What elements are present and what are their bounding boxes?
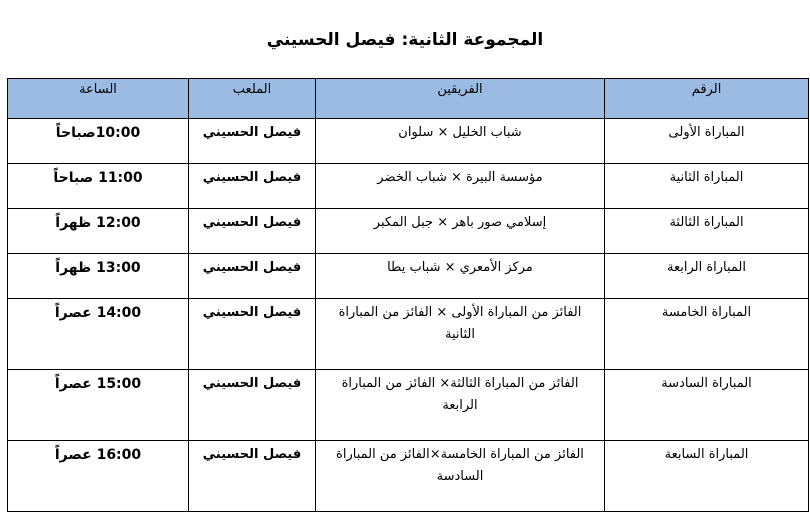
table-row bbox=[8, 441, 809, 512]
venue-cell: فيصل الحسيني bbox=[189, 254, 316, 299]
match-number-cell: المباراة الثانية bbox=[605, 164, 809, 209]
venue-cell: فيصل الحسيني bbox=[189, 164, 316, 209]
header-teams: الفريقين bbox=[316, 79, 605, 119]
time-cell: 11:00 صباحاً bbox=[8, 164, 189, 209]
time-cell: 15:00 عصراً bbox=[8, 370, 189, 441]
teams-cell: إسلامي صور باهر × جبل المكبر bbox=[316, 209, 605, 254]
match-number-cell: المباراة السادسة bbox=[605, 370, 809, 441]
match-number-cell: المباراة الرابعة bbox=[605, 254, 809, 299]
match-number-cell: المباراة السابعة bbox=[605, 441, 809, 512]
header-time: الساعة bbox=[8, 79, 189, 119]
table-row bbox=[8, 299, 809, 370]
time-cell: 12:00 ظهراً bbox=[8, 209, 189, 254]
header-number: الرقم bbox=[605, 79, 809, 119]
match-schedule-table bbox=[7, 78, 809, 512]
time-cell: 10:00صباحاً bbox=[8, 119, 189, 164]
teams-cell: الفائز من المباراة الخامسة×الفائز من المباراة السادسة bbox=[316, 441, 605, 512]
match-number-cell: المباراة الخامسة bbox=[605, 299, 809, 370]
table-row bbox=[8, 254, 809, 299]
table-row bbox=[8, 164, 809, 209]
table-row bbox=[8, 209, 809, 254]
venue-cell: فيصل الحسيني bbox=[189, 299, 316, 370]
time-cell: 14:00 عصراً bbox=[8, 299, 189, 370]
match-number-cell: المباراة الثالثة bbox=[605, 209, 809, 254]
table-header-row bbox=[8, 79, 809, 119]
table-row bbox=[8, 119, 809, 164]
time-cell: 16:00 عصراً bbox=[8, 441, 189, 512]
teams-cell: الفائز من المباراة الثالثة× الفائز من المباراة الرابعة bbox=[316, 370, 605, 441]
venue-cell: فيصل الحسيني bbox=[189, 209, 316, 254]
page-title: المجموعة الثانية: فيصل الحسيني bbox=[266, 30, 544, 50]
header-venue: الملعب bbox=[189, 79, 316, 119]
teams-cell: مركز الأمعري × شباب يطا bbox=[316, 254, 605, 299]
venue-cell: فيصل الحسيني bbox=[189, 119, 316, 164]
time-cell: 13:00 ظهراً bbox=[8, 254, 189, 299]
venue-cell: فيصل الحسيني bbox=[189, 370, 316, 441]
teams-cell: مؤسسة البيرة × شباب الخضر bbox=[316, 164, 605, 209]
teams-cell: شباب الخليل × سلوان bbox=[316, 119, 605, 164]
venue-cell: فيصل الحسيني bbox=[189, 441, 316, 512]
table-row bbox=[8, 370, 809, 441]
match-number-cell: المباراة الأولى bbox=[605, 119, 809, 164]
teams-cell: الفائز من المباراة الأولى × الفائز من المباراة الثانية bbox=[316, 299, 605, 370]
